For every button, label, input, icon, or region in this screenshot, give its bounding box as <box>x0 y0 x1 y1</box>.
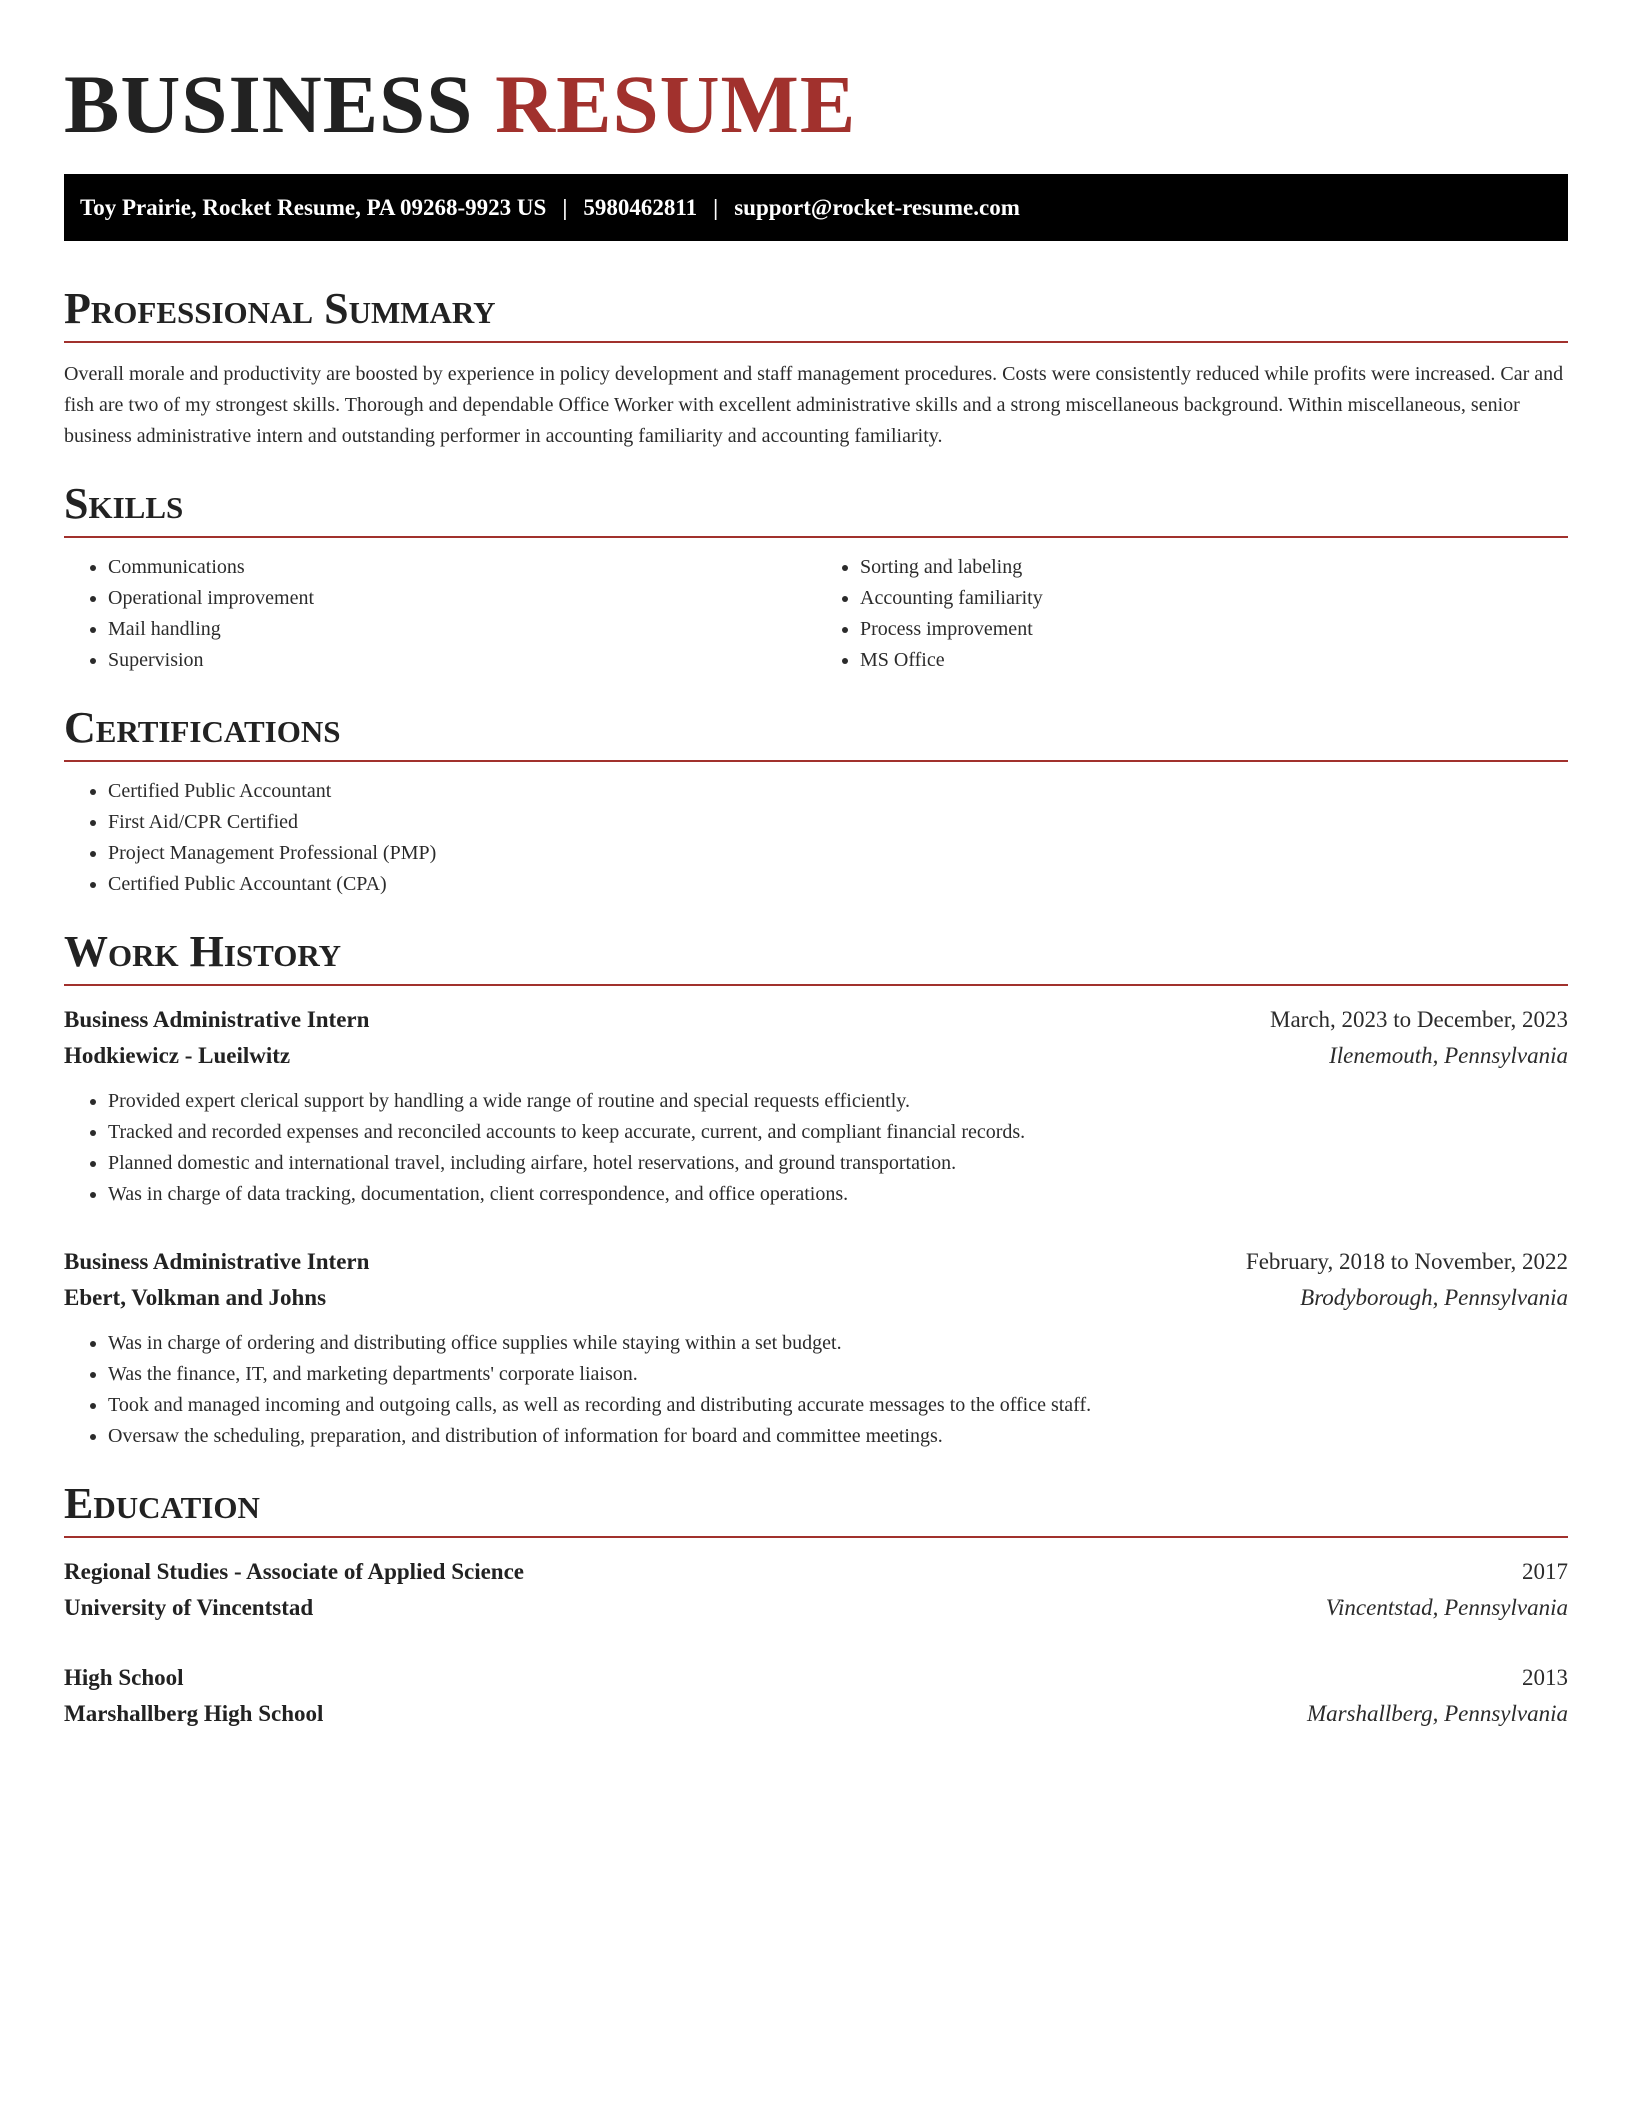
job-company: Hodkiewicz - Lueilwitz <box>64 1043 291 1068</box>
job-title: Business Administrative Intern <box>64 1249 370 1274</box>
education-school: Marshallberg High School <box>64 1701 324 1726</box>
job-dates: February, 2018 to November, 2022 <box>1245 1249 1568 1274</box>
skills-section <box>64 478 1568 676</box>
contact-address: Toy Prairie, Rocket Resume, PA 09268-9923 US <box>80 194 547 220</box>
job-duties-list <box>64 1328 1568 1452</box>
skills-heading: Skills <box>64 478 1568 538</box>
summary-heading: Professional Summary <box>64 283 1568 343</box>
education-entry <box>64 1554 1568 1626</box>
skills-list-right <box>816 552 1568 676</box>
skill-item: • Communications <box>108 552 816 583</box>
education-heading: Education <box>64 1478 1568 1538</box>
skill-item: • Process improvement <box>860 614 1568 645</box>
job-entry <box>64 1244 1568 1452</box>
job-duty: • Was in charge of data tracking, documentation, client correspondence, and office operations. <box>108 1179 1568 1210</box>
certifications-section <box>64 702 1568 900</box>
skill-item: • Operational improvement <box>108 583 816 614</box>
certification-item: • Certified Public Accountant <box>108 776 1568 807</box>
job-company: Ebert, Volkman and Johns <box>64 1285 327 1310</box>
certifications-heading: Certifications <box>64 702 1568 762</box>
job-title: Business Administrative Intern <box>64 1007 370 1032</box>
title-part-business: BUSINESS <box>64 58 474 150</box>
job-company-row <box>64 1038 1568 1074</box>
job-duty: • Oversaw the scheduling, preparation, and distribution of information for board and committee meetings. <box>108 1421 1568 1452</box>
title-part-resume: RESUME <box>495 58 857 150</box>
contact-separator: | <box>562 194 568 220</box>
certification-item: • Certified Public Accountant (CPA) <box>108 869 1568 900</box>
resume-title <box>64 0 1568 150</box>
job-location: Brodyborough, Pennsylvania <box>1300 1285 1568 1310</box>
summary-text: Overall morale and productivity are boosted by experience in policy development and staff management procedures. Costs were consistently reduced while profits were increased. Car and fish are two of my strongest skills. Thorough and dependable Office Worker with excellent administrative skills and a strong miscellaneous background. Within miscellaneous, senior business administrative intern and outstanding performer in accounting familiarity and accounting familiarity. <box>64 363 1564 447</box>
job-header-row <box>64 1244 1568 1280</box>
contact-phone: 5980462811 <box>583 194 698 220</box>
skills-list-left <box>64 552 816 676</box>
job-duty: • Took and managed incoming and outgoing calls, as well as recording and distributing accurate messages to the office staff. <box>108 1390 1568 1421</box>
education-school-row <box>64 1696 1568 1732</box>
job-duty: • Was the finance, IT, and marketing departments' corporate liaison. <box>108 1359 1568 1390</box>
education-degree: Regional Studies - Associate of Applied Science <box>64 1559 525 1584</box>
skill-item: • MS Office <box>860 645 1568 676</box>
job-location: Ilenemouth, Pennsylvania <box>1329 1043 1568 1068</box>
skill-item: • Supervision <box>108 645 816 676</box>
job-duty: • Was in charge of ordering and distributing office supplies while staying within a set budget. <box>108 1328 1568 1359</box>
education-school-row <box>64 1590 1568 1626</box>
education-degree-row <box>64 1660 1568 1696</box>
education-degree-row <box>64 1554 1568 1590</box>
skill-item: • Sorting and labeling <box>860 552 1568 583</box>
contact-bar <box>64 174 1568 241</box>
contact-separator: | <box>713 194 719 220</box>
skill-item: • Mail handling <box>108 614 816 645</box>
certifications-list <box>64 776 1568 900</box>
work-history-section <box>64 926 1568 1452</box>
education-year: 2013 <box>1522 1665 1568 1690</box>
job-company-row <box>64 1280 1568 1316</box>
education-degree: High School <box>64 1665 184 1690</box>
summary-section <box>64 283 1568 452</box>
certification-item: • First Aid/CPR Certified <box>108 807 1568 838</box>
job-duty: • Provided expert clerical support by handling a wide range of routine and special requests efficiently. <box>108 1086 1568 1117</box>
job-header-row <box>64 1002 1568 1038</box>
education-year: 2017 <box>1522 1559 1568 1584</box>
job-duty: • Planned domestic and international travel, including airfare, hotel reservations, and ground transportation. <box>108 1148 1568 1179</box>
job-duties-list <box>64 1086 1568 1210</box>
certification-item: • Project Management Professional (PMP) <box>108 838 1568 869</box>
skill-item: • Accounting familiarity <box>860 583 1568 614</box>
education-school: University of Vincentstad <box>64 1595 314 1620</box>
education-section <box>64 1478 1568 1732</box>
education-location: Vincentstad, Pennsylvania <box>1325 1595 1568 1620</box>
work-history-heading: Work History <box>64 926 1568 986</box>
job-dates: March, 2023 to December, 2023 <box>1270 1007 1568 1032</box>
skills-grid <box>64 538 1568 676</box>
job-duty: • Tracked and recorded expenses and reconciled accounts to keep accurate, current, and compliant financial records. <box>108 1117 1568 1148</box>
education-location: Marshallberg, Pennsylvania <box>1306 1701 1568 1726</box>
contact-email: support@rocket-resume.com <box>734 194 1020 220</box>
job-entry <box>64 1002 1568 1210</box>
education-entry <box>64 1660 1568 1732</box>
